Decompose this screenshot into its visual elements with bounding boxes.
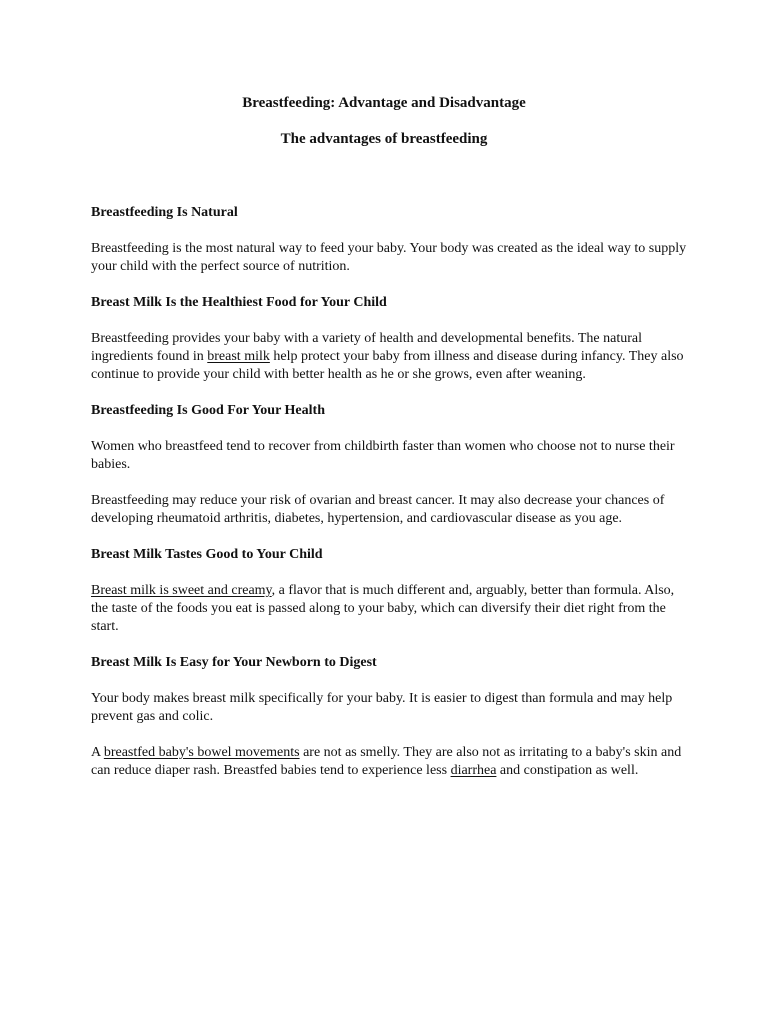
paragraph-text: Breastfeeding provides your baby with a variety of health and developmental benefits. The natural ingredients found in [91,331,643,364]
paragraph-text: and constipation as well. [496,763,639,778]
paragraph: Women who breastfeed tend to recover from childbirth faster than women who choose not to nurse their babies. [91,439,675,472]
paragraph [91,744,691,780]
document-subtitle: The advantages of breastfeeding [280,131,488,147]
section-heading: Breastfeeding Is Good For Your Health [91,403,325,418]
diarrhea-link[interactable]: diarrhea [450,763,497,778]
paragraph-text: help protect your baby from illness and disease during infancy. They also continue to provide your child with better health as he or she grows, even after weaning. [91,349,684,382]
section-heading: Breast Milk Tastes Good to Your Child [91,547,323,562]
paragraph [91,582,691,636]
section-heading: Breast Milk Is Easy for Your Newborn to Digest [91,655,377,670]
section-heading: Breast Milk Is the Healthiest Food for Your Child [91,295,387,310]
section-tastes-good [91,546,691,636]
section-easy-to-digest [91,654,691,780]
paragraph-text: are not as smelly. They are also not as irritating to a baby's skin and can reduce diaper rash. Breastfed babies tend to experience less [91,745,682,778]
paragraph: Breastfeeding may reduce your risk of ovarian and breast cancer. It may also decrease your chances of developing rheumatoid arthritis, diabetes, hypertension, and cardiovascular disease as you age. [91,493,665,526]
section-natural [91,204,691,276]
section-healthiest-food [91,294,691,384]
paragraph-text: A [91,745,104,760]
section-heading: Breastfeeding Is Natural [91,205,238,220]
document-body [91,204,691,798]
bowel-movements-link[interactable]: breastfed baby's bowel movements [103,745,300,760]
sweet-and-creamy-link[interactable]: Breast milk is sweet and creamy [91,583,272,598]
document-title: Breastfeeding: Advantage and Disadvantage [242,95,526,111]
paragraph [91,330,691,384]
section-good-for-health [91,402,691,528]
paragraph: Your body makes breast milk specifically for your baby. It is easier to digest than formula and may help prevent gas and colic. [91,691,673,724]
paragraph: Breastfeeding is the most natural way to feed your baby. Your body was created as the ideal way to supply your child with the perfect source of nutrition. [91,241,687,274]
paragraph-text: , a flavor that is much different and, arguably, better than formula. Also, the taste of the foods you eat is passed along to your baby, which can diversify their diet right from the start. [91,583,675,634]
breast-milk-link[interactable]: breast milk [207,349,270,364]
